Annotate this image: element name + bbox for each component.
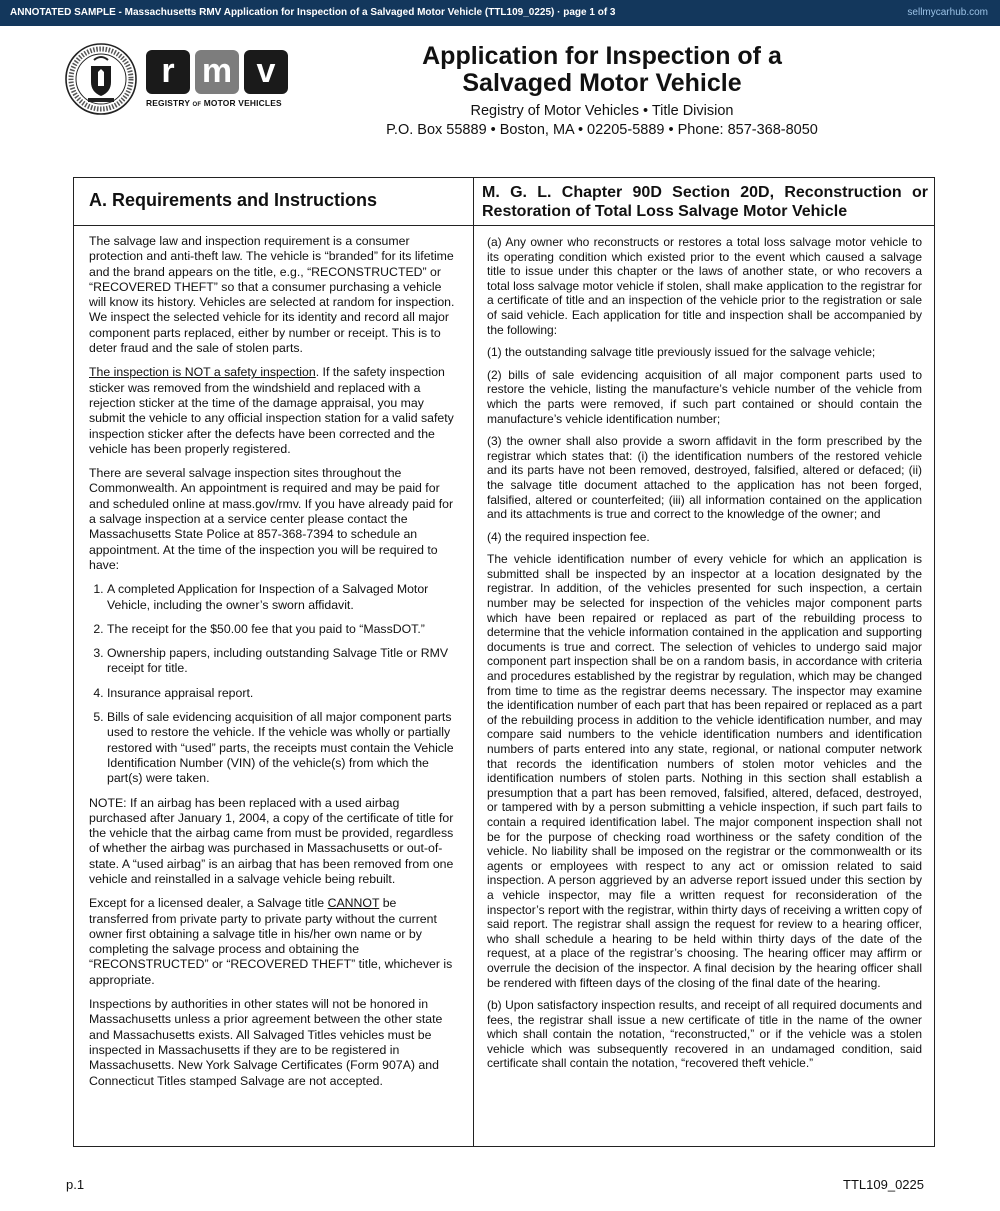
list-item: 2. The receipt for the $50.00 fee that you paid to “MassDOT.” (107, 622, 459, 637)
rmv-logo (146, 50, 288, 112)
statute-para-a: (a) Any owner who reconstructs or restores a total loss salvage motor vehicle to its operating condition which existed prior to the event which caused a salvage title to issue under this chapter or the laws of another state, or who recovers a total loss salvage motor vehicle if stolen, shall make application to the registrar for a certificate of title and an inspection of the vehicle prior to the registration or sale of said vehicle. Each application for title and inspection shall be accompanied by the following: (487, 235, 922, 337)
requirements-list (89, 582, 459, 786)
other-states-paragraph: Inspections by authorities in other states will not be honored in Massachusetts unless a prior agreement between the other state and Massachusetts exists. All Salvaged Titles vehicles must be inspected in Massachusetts if they are to be registered in Massachusetts. New York Salvage Certificates (Form 907A) and Connecticut Titles stamped Salvage are not accepted. (89, 997, 443, 1088)
list-item: 1. A completed Application for Inspection of a Salvaged Motor Vehicle, including the owner’s sworn affidavit. (107, 582, 459, 613)
logo-letter-r: r (146, 50, 190, 94)
document-title: Application for Inspection of a Salvaged Motor Vehicle (422, 42, 782, 97)
form-id: TTL109_0225 (843, 1177, 924, 1192)
list-item: 3. Ownership papers, including outstanding Salvage Title or RMV receipt for title. (107, 646, 459, 677)
dealer-paragraph: Except for a licensed dealer, a Salvage title CANNOT be transferred from private party to private party without the current owner first obtaining a salvage title in his/her own name or by completing the salvage process and obtaining the “RECONSTRUCTED” or “RECOVERED THEFT” title, whichever is appropriate. (89, 896, 453, 987)
massachusetts-seal-icon (64, 42, 138, 116)
safety-paragraph: The inspection is NOT a safety inspection. If the safety inspection sticker was removed from the windshield and replaced with a rejection sticker at the time of the damage appraisal, you may submit the vehicle to any official inspection station for a valid safety inspection sticker after the defects have been corrected and the vehicle has been properly registered. (89, 365, 454, 456)
statute-item-2: (2) bills of sale evidencing acquisition of all major component parts used to restore the vehicle, listing the manufacture’s vehicle number of the vehicle from which the parts were removed, if such part contained or should contain the manufacture’s vehicle identification number; (487, 367, 922, 426)
logo-letter-m: m (195, 50, 239, 94)
statute-para-b: (b) Upon satisfactory inspection results, and receipt of all required documents and fees, the registrar shall issue a new certificate of title in the name of the owner which shall contain the notation, “reconstructed,” or if the vehicle was a stolen vehicle which was subsequently recovered in an undamaged condition, said certificate shall contain the notation, “recovered theft vehicle.” (487, 998, 922, 1071)
list-item: 5. Bills of sale evidencing acquisition of all major component parts used to restore the vehicle. If the vehicle was wholly or partially restored with “used” parts, the receipts must contain the Vehicle Identification Number (VIN) of the vehicle(s) from which the part(s) were taken. (107, 710, 459, 786)
statute-column (487, 235, 922, 1079)
logo-registry-text: REGISTRY OF MOTOR VEHICLES (146, 98, 282, 108)
logo-letter-v: v (244, 50, 288, 94)
content-frame (73, 177, 935, 1147)
requirements-column (89, 234, 459, 1098)
section-b-heading: M. G. L. Chapter 90D Section 20D, Reconstruction or Restoration of Total Loss Salvage Motor Vehicle (482, 184, 928, 220)
statute-item-4: (4) the required inspection fee. (487, 529, 650, 544)
airbag-note: NOTE: If an airbag has been replaced with a used airbag purchased after January 1, 2004, a copy of the certificate of title for the vehicle that the airbag came from must be provided, regardless of whether the airbag was purchased in Massachusetts or out-of-state. A “used airbag” is an airbag that has been removed from one vehicle and reinstalled in a salvage vehicle being rebuilt. (89, 795, 454, 886)
statute-item-1: (1) the outstanding salvage title previously issued for the salvage vehicle; (487, 345, 876, 360)
document-subtitle: Registry of Motor Vehicles • Title Division P.O. Box 55889 • Boston, MA • 02205-5889 • Phone: 857-368-8050 (386, 103, 818, 138)
top-banner (0, 0, 1000, 26)
banner-link[interactable]: sellmycarhub.com (907, 7, 988, 18)
page-number: p.1 (66, 1177, 85, 1192)
section-a-heading: A. Requirements and Instructions (89, 190, 378, 210)
statute-item-3: (3) the owner shall also provide a sworn affidavit in the form prescribed by the registrar which states that: (i) the identification numbers of the restored vehicle and its parts have not been removed, destroyed, falsified, altered or defaced; (ii) the salvage title document attached to the application has not been forged, falsified, altered or counterfeited; (iii) all information contained on the application and its attachments is true and correct to the knowledge of the owner; and (487, 434, 922, 522)
statute-inspection-paragraph: The vehicle identification number of every vehicle for which an application is submitted shall be inspected by an inspector at a location designated by the registrar. In addition, of the vehicles presented for such inspection, a certain number may be selected for inspection of the vehicles major component parts which have been repaired or replaced as part of the rebuilding process to determine that the vehicle information contained in the application and supporting documents is true and correct. The selection of vehicles to undergo said major component part inspection shall be on a random basis, in accordance with criteria and procedures established by the registrar by regulation, which may be changed from time to time as the registrar deems necessary. The inspector may examine the identification number of each part that has been repaired or replaced as a part of the rebuilding process in addition to the vehicle identification number, and may compare said numbers to the vehicle identification numbers and identification numbers of parts entered into any state, regional, or national computer network that records the identification numbers of stolen motor vehicles and the identification numbers of stolen parts. Nothing in this section shall establish a presumption that a part has been removed, falsified, altered, defaced, destroyed, or tampered with by a person submitting a vehicle inspection, if such part fails to contain a required identification label. The major component inspection shall not be for the purpose of checking road worthiness or the safety condition of the vehicle. No liability shall be imposed on the registrar or the commonwealth or its agents or employees with respect to any act or omission related to said inspection. A person aggrieved by an adverse report issued under this section by a vehicle inspector, may file a written request for reconsideration of the inspector’s report with the registrar, within thirty days of receiving a written copy of said report. The registrar shall assign the request for review to a hearing officer, who shall schedule a hearing to be held within thirty days of the date of the request, at a place of the registrar’s choosing. The hearing officer may affirm or overrule the decision of the inspector. A final decision by the hearing officer shall be rendered with fifteen days of the closing of the final date of the hearing. (487, 552, 922, 990)
sites-paragraph: There are several salvage inspection sites throughout the Commonwealth. An appointment is required and may be paid for and scheduled online at mass.gov/rmv. If you have already paid for a salvage inspection at a service center please contact the Massachusetts State Police at 857-368-7394 to schedule an appointment. At the time of the inspection you will be required to have: (89, 466, 454, 572)
intro-paragraph: The salvage law and inspection requirement is a consumer protection and anti-theft law. The vehicle is “branded” for its lifetime and the brand appears on the title, e.g., “RECONSTRUCTED” or “RECOVERED THEFT” so that a consumer purchasing a vehicle will know its history. Vehicles are selected at random for inspection. We inspect the selected vehicle for its identity and record all major component parts replaced, either by number or receipt. This is to deter fraud and the sale of stolen parts. (89, 234, 455, 356)
header-divider (74, 225, 934, 226)
column-divider (473, 178, 474, 1146)
banner-title: ANNOTATED SAMPLE - Massachusetts RMV Application for Inspection of a Salvaged Motor Vehicle (TTL109_0225) · page 1 of 3 (10, 7, 616, 18)
list-item: 4. Insurance appraisal report. (107, 686, 459, 701)
